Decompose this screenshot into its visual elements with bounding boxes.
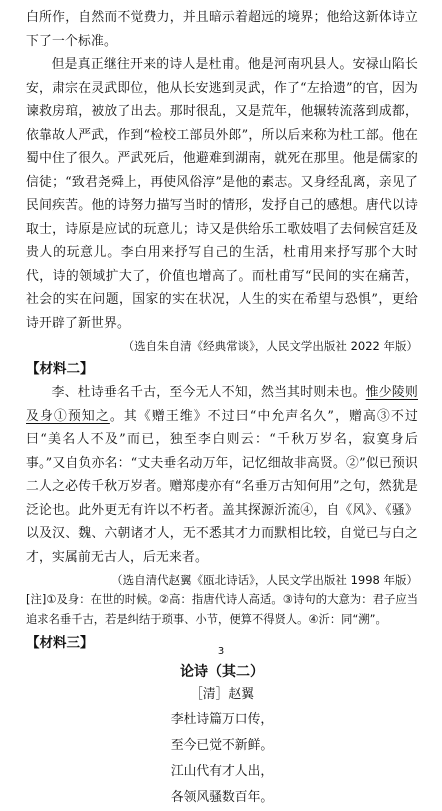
material3-heading: 【材料三】	[26, 635, 94, 651]
material1-source: （选自朱自清《经典常谈》，人民文学出版社 2022 年版）	[122, 339, 418, 353]
material2-source: （选自清代赵翼《瓯北诗话》，人民文学出版社 1998 年版）	[111, 573, 418, 587]
material2-text-a: 李、杜诗垂名千古，至今无人不知，然当其时则未也。	[51, 385, 366, 400]
poem-line: 李杜诗篇万口传，	[170, 712, 274, 727]
material1-paragraph-1: 白所作，自然而不觉费力，并且暗示着超远的境界；他给这新体诗立下了一个标准。	[26, 10, 418, 49]
material2-heading: 【材料二】	[26, 361, 94, 377]
material2-underlined-sentence: 惟少陵则及身①预知之	[26, 385, 418, 424]
poem-line: 各领风骚数百年。	[170, 790, 274, 805]
poem-line: 至今已觉不新鲜。	[170, 738, 274, 753]
poem-title: 论诗（其二）	[180, 664, 264, 680]
material1-paragraph-2: 但是真正继往开来的诗人是杜甫。他是河南巩县人。安禄山陷长安，肃宗在灵武即位，他从长安逃到灵武，作了“左拾遗”的官，因为谏救房琯，被放了出去。那时很乱，又是荒年，他辗转流落到成都，依靠故人严武，作到“检校工部员外郎”，所以后来称为杜工部。他在蜀中住了很久。严武死后，他避难到湖南，就死在那里。他是儒家的信徒；“致君尧舜上，再使风俗淳”是他的素志。又身经乱离，亲见了民间疾苦。他的诗努力描写当时的情形，发抒自己的感想。唐代以诗取士，诗原是应试的玩意儿；诗又是供给乐工歌妓唱了去伺候宫廷及贵人的玩意儿。李白用来抒写自己的生活，杜甫用来抒写那个大时代，诗的领域扩大了，价值也增高了。而杜甫写“民间的实在痛苦，社会的实在问题，国家的实在状况，人生的实在希望与恐惧”，更给诗开辟了新世界。	[26, 57, 418, 331]
material2-notes: [注]①及身：在世的时候。②高：指唐代诗人高适。③诗句的大意为：君子应当追求名垂千古，若是纠结于琐事、小节，便算不得贤人。④沂：同“溯”。	[26, 593, 418, 626]
poem-line: 江山代有才人出，	[170, 764, 274, 779]
material2-text-b: 。其《赠王维》不过曰“中允声名久”，赠高③不过曰“美名人不及”而已，独至李白则云：“千秋万岁名，寂寞身后事。”又自负亦名：“丈夫垂名动万年，记忆细故非高贤。②”似已预识二人之必传千秋万岁者。赠郑虔亦有“名垂万古知何用”之句，然犹是泛论也。此外更无有许以不朽者。盖其探源沂流④，自《风》、《骚》以及汉、魏、六朝诸才人，无不悉其才力而默相比较，自觉已与白之才，实属前无古人，后无来者。	[26, 408, 419, 565]
poem-author: ［清］赵翼	[190, 687, 254, 702]
material2-paragraph	[26, 381, 418, 569]
page-number: 3	[217, 646, 225, 657]
document-page	[26, 6, 418, 811]
